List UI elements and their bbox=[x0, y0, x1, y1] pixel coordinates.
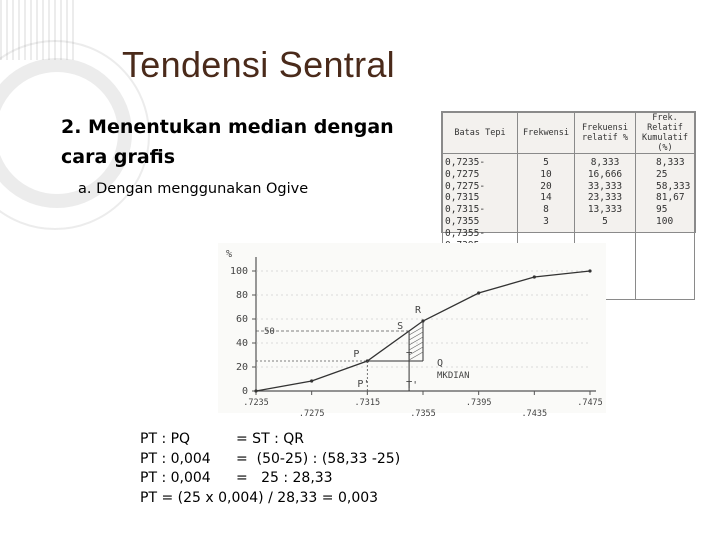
x-tick-label: .7355 bbox=[410, 409, 436, 419]
ogive-point bbox=[310, 379, 313, 382]
point-label-t-prime: T' bbox=[406, 380, 419, 391]
cell-value: 25 bbox=[656, 168, 668, 180]
y-tick-label: 60 bbox=[235, 314, 248, 325]
ogive-svg bbox=[218, 243, 606, 419]
x-tick-label: .7395 bbox=[465, 398, 492, 408]
section-heading: 2. Menentukan median dengan cara grafis bbox=[61, 116, 394, 168]
calc-left: PT : PQ bbox=[140, 431, 191, 447]
y-tick-label: 0 bbox=[241, 386, 248, 397]
cell-value: 20 bbox=[540, 180, 552, 192]
point-label-p: P bbox=[353, 349, 360, 360]
calc-line bbox=[140, 469, 400, 489]
table-header-batas-tepi: Batas Tepi bbox=[443, 113, 518, 154]
table-header-frekwensi: Frekwensi bbox=[518, 113, 575, 154]
point-label-p-prime: P' bbox=[357, 379, 370, 390]
calc-right: = 25 : 28,33 bbox=[236, 470, 333, 486]
calc-line bbox=[140, 450, 400, 470]
x-tick-label: .7315 bbox=[354, 398, 381, 408]
x-tick-label: .7235 bbox=[243, 398, 269, 408]
table-header-frek-kumulatif: Frek. Relatif Kumulatif (%) bbox=[636, 113, 695, 154]
fifty-label: 50 bbox=[264, 327, 275, 337]
y-tick-label: 40 bbox=[235, 338, 248, 349]
cell-value: 81,67 bbox=[656, 192, 685, 204]
x-tick-label: .7475 bbox=[577, 398, 603, 408]
cell-value: 8,333 bbox=[656, 157, 685, 168]
cell-value: 0,7275-0,7315 bbox=[445, 180, 486, 204]
cell-value: 0,7315-0,7355 bbox=[445, 204, 486, 227]
cell-value: 0,7235-0,7275 bbox=[445, 157, 486, 180]
ogive-point bbox=[588, 269, 591, 272]
calc-right: = ST : QR bbox=[236, 431, 304, 447]
point-label-s: S bbox=[397, 321, 404, 332]
cell-value: 5 bbox=[543, 157, 549, 168]
calc-right: = (50-25) : (58,33 -25) bbox=[236, 450, 401, 467]
cell-value: 14 bbox=[540, 192, 552, 204]
point-label-r: R bbox=[415, 305, 422, 317]
cell-value: 8 bbox=[543, 204, 549, 216]
calc-left: PT : 0,004 bbox=[140, 470, 211, 486]
sub-heading: a. Dengan menggunakan Ogive bbox=[78, 181, 309, 197]
calc-line bbox=[140, 430, 400, 450]
ogive-point bbox=[477, 291, 480, 294]
cell-value: 3 bbox=[543, 215, 549, 227]
cell-value: 95 bbox=[656, 204, 668, 216]
cell-value: 58,333 bbox=[656, 180, 691, 192]
y-axis-label: % bbox=[226, 249, 233, 260]
ogive-point bbox=[533, 275, 536, 278]
ogive-chart bbox=[218, 243, 606, 419]
point-label-t: T bbox=[406, 351, 413, 362]
x-tick-label: .7435 bbox=[521, 409, 548, 419]
point-label-q: Q bbox=[437, 358, 444, 369]
y-tick-label: 20 bbox=[235, 362, 248, 373]
cell-value: 8,333 bbox=[590, 157, 620, 168]
cell-value: 0,7355- bbox=[445, 227, 486, 239]
frequency-table bbox=[441, 111, 696, 239]
y-tick-label: 80 bbox=[235, 290, 248, 301]
calc-final: PT = (25 x 0,004) / 28,33 = 0,003 bbox=[140, 489, 379, 506]
calc-left: PT : 0,004 bbox=[140, 450, 211, 467]
table-cell-frek-kumulatif bbox=[636, 154, 695, 300]
cell-value: 16,666 bbox=[587, 168, 623, 180]
cell-value: 100 bbox=[656, 215, 674, 227]
ogive-point bbox=[254, 389, 257, 392]
y-tick-label: 100 bbox=[229, 266, 248, 277]
cell-value: 13,333 bbox=[587, 204, 623, 216]
x-tick-label: .7275 bbox=[298, 409, 325, 419]
cell-value: 23,333 bbox=[587, 192, 623, 204]
table-header-frek-relatif: Frekuensi relatif % bbox=[575, 113, 636, 154]
cell-value: 5 bbox=[602, 215, 608, 227]
slide-title: Tendensi Sentral bbox=[122, 44, 395, 85]
calculation-block bbox=[140, 430, 400, 508]
cell-value: 33,333 bbox=[587, 180, 623, 192]
median-label: MKDIAN bbox=[437, 371, 470, 381]
cell-value: 10 bbox=[540, 168, 552, 180]
